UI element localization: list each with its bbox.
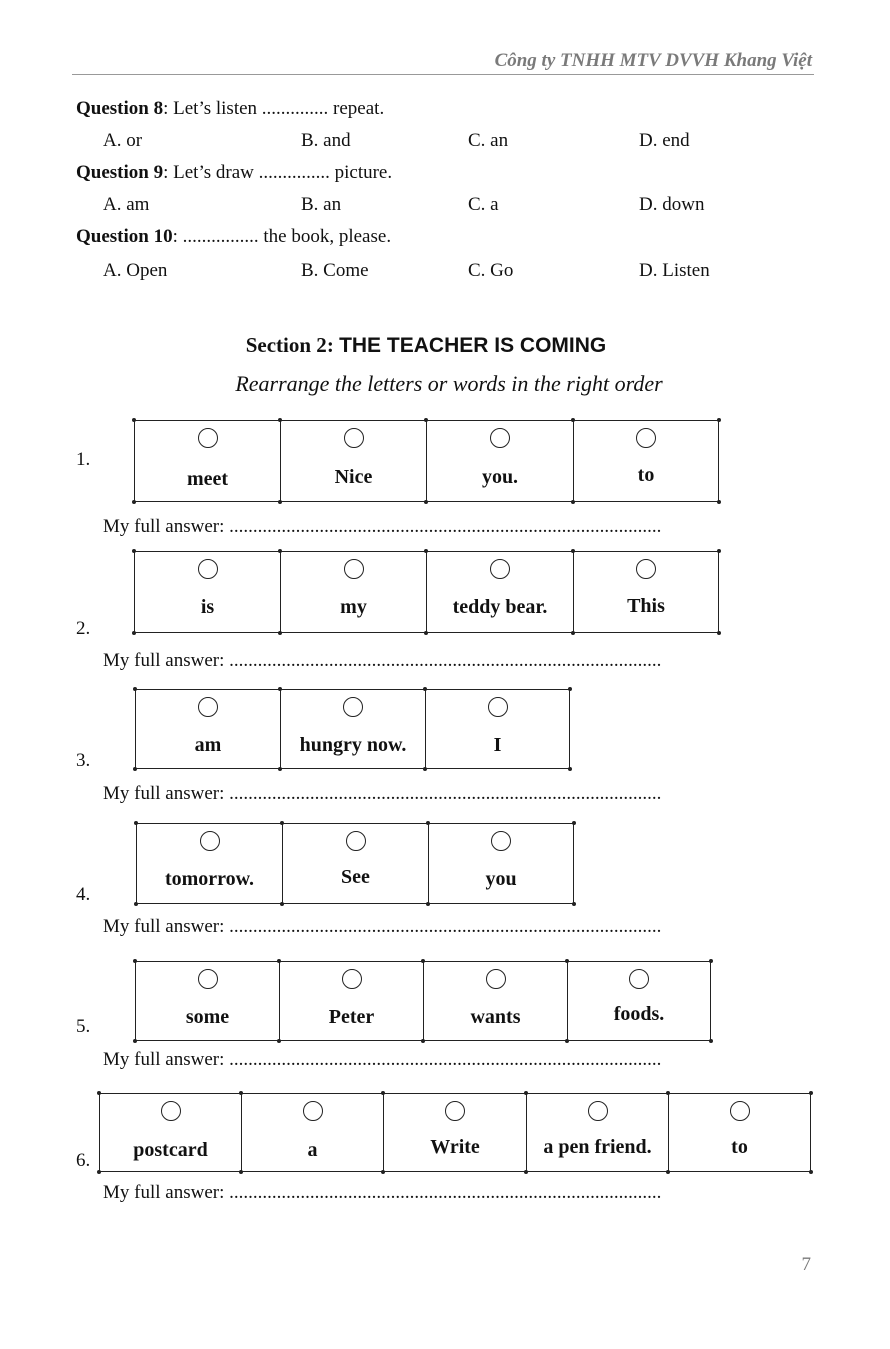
order-circle[interactable] <box>198 697 218 717</box>
word-table <box>99 1093 811 1172</box>
order-circle[interactable] <box>636 559 656 579</box>
table-corner-dot <box>133 687 137 691</box>
table-corner-dot <box>709 959 713 963</box>
order-circle[interactable] <box>303 1101 323 1121</box>
word-label: is <box>200 596 215 618</box>
word-label: postcard <box>133 1139 208 1161</box>
question-label: Question 10 <box>76 226 173 247</box>
word-label: foods. <box>613 1003 665 1025</box>
table-corner-dot <box>809 1091 813 1095</box>
order-circle[interactable] <box>198 969 218 989</box>
word-cell <box>427 421 574 501</box>
table-corner-dot <box>421 1039 425 1043</box>
option-d[interactable]: D. end <box>639 130 690 151</box>
exercise-number: 4. <box>76 884 91 905</box>
exercise-number: 6. <box>76 1150 91 1171</box>
word-cell <box>429 824 573 903</box>
word-cell <box>281 690 426 768</box>
word-cell <box>135 552 281 632</box>
word-cell <box>574 421 718 501</box>
option-d[interactable]: D. down <box>639 194 705 215</box>
word-cell <box>427 552 574 632</box>
word-label: some <box>185 1006 230 1028</box>
order-circle[interactable] <box>490 559 510 579</box>
table-corner-dot <box>132 418 136 422</box>
word-table <box>134 420 719 502</box>
table-corner-dot <box>423 687 427 691</box>
word-label: hungry now. <box>299 734 407 756</box>
word-label: am <box>194 734 222 756</box>
table-corner-dot <box>571 549 575 553</box>
answer-line[interactable]: My full answer: ........................................................................................... <box>103 1182 662 1203</box>
question-10 <box>76 226 391 248</box>
question-label: Question 9 <box>76 162 164 183</box>
order-circle[interactable] <box>629 969 649 989</box>
option-d[interactable]: D. Listen <box>639 260 710 281</box>
option-c[interactable]: C. a <box>468 194 499 215</box>
word-cell <box>527 1094 669 1171</box>
question-stem: : ................ the book, please. <box>172 226 392 247</box>
word-cell <box>384 1094 527 1171</box>
word-cell <box>242 1094 384 1171</box>
order-circle[interactable] <box>344 428 364 448</box>
question-8 <box>76 98 384 120</box>
table-corner-dot <box>278 687 282 691</box>
word-label: a <box>307 1139 318 1161</box>
order-circle[interactable] <box>343 697 363 717</box>
table-corner-dot <box>524 1170 528 1174</box>
table-corner-dot <box>278 767 282 771</box>
word-cell <box>136 690 281 768</box>
word-label: wants <box>470 1006 521 1028</box>
order-circle[interactable] <box>161 1101 181 1121</box>
table-corner-dot <box>572 821 576 825</box>
word-cell <box>280 962 424 1040</box>
table-corner-dot <box>133 959 137 963</box>
word-label: Write <box>430 1136 480 1158</box>
table-corner-dot <box>809 1170 813 1174</box>
table-corner-dot <box>423 767 427 771</box>
page-number: 7 <box>801 1254 811 1275</box>
table-corner-dot <box>133 767 137 771</box>
table-corner-dot <box>421 959 425 963</box>
table-corner-dot <box>709 1039 713 1043</box>
word-label: This <box>627 595 665 617</box>
table-corner-dot <box>426 821 430 825</box>
word-cell <box>135 421 281 501</box>
word-label: See <box>341 866 370 888</box>
word-label: I <box>493 734 502 756</box>
word-cell <box>283 824 429 903</box>
exercise-number: 3. <box>76 750 91 771</box>
order-circle[interactable] <box>488 697 508 717</box>
option-c[interactable]: C. Go <box>468 260 514 281</box>
exercise-number: 1. <box>76 449 91 470</box>
word-cell <box>669 1094 810 1171</box>
table-corner-dot <box>524 1091 528 1095</box>
table-corner-dot <box>381 1091 385 1095</box>
order-circle[interactable] <box>486 969 506 989</box>
word-label: teddy bear. <box>452 596 548 618</box>
table-corner-dot <box>568 687 572 691</box>
word-label: to <box>637 464 655 486</box>
table-corner-dot <box>280 821 284 825</box>
word-cell <box>281 552 427 632</box>
word-cell <box>568 962 710 1040</box>
order-circle[interactable] <box>198 428 218 448</box>
table-corner-dot <box>280 902 284 906</box>
table-corner-dot <box>278 549 282 553</box>
word-table <box>134 551 719 633</box>
header-divider <box>72 74 814 75</box>
table-corner-dot <box>424 500 428 504</box>
section-label: Section 2 <box>245 333 327 357</box>
word-cell <box>100 1094 242 1171</box>
table-corner-dot <box>568 767 572 771</box>
table-corner-dot <box>239 1170 243 1174</box>
order-circle[interactable] <box>588 1101 608 1121</box>
table-corner-dot <box>424 418 428 422</box>
word-cell <box>574 552 718 632</box>
question-9 <box>76 162 392 184</box>
table-corner-dot <box>717 418 721 422</box>
word-label: Nice <box>334 466 373 488</box>
option-b[interactable]: B. an <box>301 194 342 215</box>
word-cell <box>136 962 280 1040</box>
table-corner-dot <box>132 500 136 504</box>
table-corner-dot <box>565 1039 569 1043</box>
word-label: you <box>485 868 517 890</box>
order-circle[interactable] <box>491 831 511 851</box>
option-a[interactable]: A. or <box>103 130 143 151</box>
option-a[interactable]: A. Open <box>103 260 168 281</box>
section-heading: THE TEACHER IS COMING <box>339 334 607 357</box>
exercise-number: 2. <box>76 618 91 639</box>
word-label: tomorrow. <box>164 868 255 890</box>
table-corner-dot <box>717 549 721 553</box>
word-table <box>136 823 574 904</box>
table-corner-dot <box>565 959 569 963</box>
word-cell <box>424 962 568 1040</box>
table-corner-dot <box>133 1039 137 1043</box>
order-circle[interactable] <box>730 1101 750 1121</box>
table-corner-dot <box>134 821 138 825</box>
option-c[interactable]: C. an <box>468 130 509 151</box>
table-corner-dot <box>278 631 282 635</box>
word-label: a pen friend. <box>543 1136 652 1158</box>
word-label: you. <box>481 466 519 488</box>
word-label: my <box>340 596 367 618</box>
table-corner-dot <box>132 631 136 635</box>
word-table <box>135 689 570 769</box>
publisher-header: Công ty TNHH MTV DVVH Khang Việt <box>494 50 812 71</box>
table-corner-dot <box>571 418 575 422</box>
answer-line[interactable]: My full answer: ........................................................................................... <box>103 650 662 671</box>
question-stem: : Let’s listen .............. repeat. <box>163 98 385 119</box>
table-corner-dot <box>424 631 428 635</box>
option-b[interactable]: B. and <box>301 130 351 151</box>
table-corner-dot <box>381 1170 385 1174</box>
table-corner-dot <box>666 1091 670 1095</box>
answer-line[interactable]: My full answer: ........................................................................................... <box>103 783 662 804</box>
question-stem: : Let’s draw ............... picture. <box>163 162 393 183</box>
word-label: meet <box>186 468 229 490</box>
table-corner-dot <box>97 1170 101 1174</box>
section-instruction: Rearrange the letters or words in the right order <box>235 371 663 396</box>
order-circle[interactable] <box>636 428 656 448</box>
table-corner-dot <box>571 631 575 635</box>
word-table <box>135 961 711 1041</box>
word-cell <box>281 421 427 501</box>
table-corner-dot <box>717 631 721 635</box>
order-circle[interactable] <box>445 1101 465 1121</box>
order-circle[interactable] <box>200 831 220 851</box>
table-corner-dot <box>277 1039 281 1043</box>
table-corner-dot <box>239 1091 243 1095</box>
table-corner-dot <box>572 902 576 906</box>
word-cell <box>426 690 569 768</box>
table-corner-dot <box>132 549 136 553</box>
option-b[interactable]: B. Come <box>301 260 369 281</box>
order-circle[interactable] <box>342 969 362 989</box>
order-circle[interactable] <box>490 428 510 448</box>
word-label: Peter <box>328 1006 375 1028</box>
order-circle[interactable] <box>346 831 366 851</box>
table-corner-dot <box>426 902 430 906</box>
table-corner-dot <box>717 500 721 504</box>
table-corner-dot <box>666 1170 670 1174</box>
order-circle[interactable] <box>344 559 364 579</box>
table-corner-dot <box>278 418 282 422</box>
answer-line[interactable]: My full answer: ........................................................................................... <box>103 916 662 937</box>
option-a[interactable]: A. am <box>103 194 150 215</box>
answer-line[interactable]: My full answer: ........................................................................................... <box>103 516 662 537</box>
table-corner-dot <box>424 549 428 553</box>
section-title <box>0 333 852 358</box>
answer-line[interactable]: My full answer: ........................................................................................... <box>103 1049 662 1070</box>
exercise-number: 5. <box>76 1016 91 1037</box>
table-corner-dot <box>571 500 575 504</box>
section-colon: : <box>326 333 340 357</box>
question-label: Question 8 <box>76 98 164 119</box>
word-label: to <box>731 1136 748 1158</box>
order-circle[interactable] <box>198 559 218 579</box>
table-corner-dot <box>97 1091 101 1095</box>
table-corner-dot <box>134 902 138 906</box>
table-corner-dot <box>278 500 282 504</box>
table-corner-dot <box>277 959 281 963</box>
word-cell <box>137 824 283 903</box>
